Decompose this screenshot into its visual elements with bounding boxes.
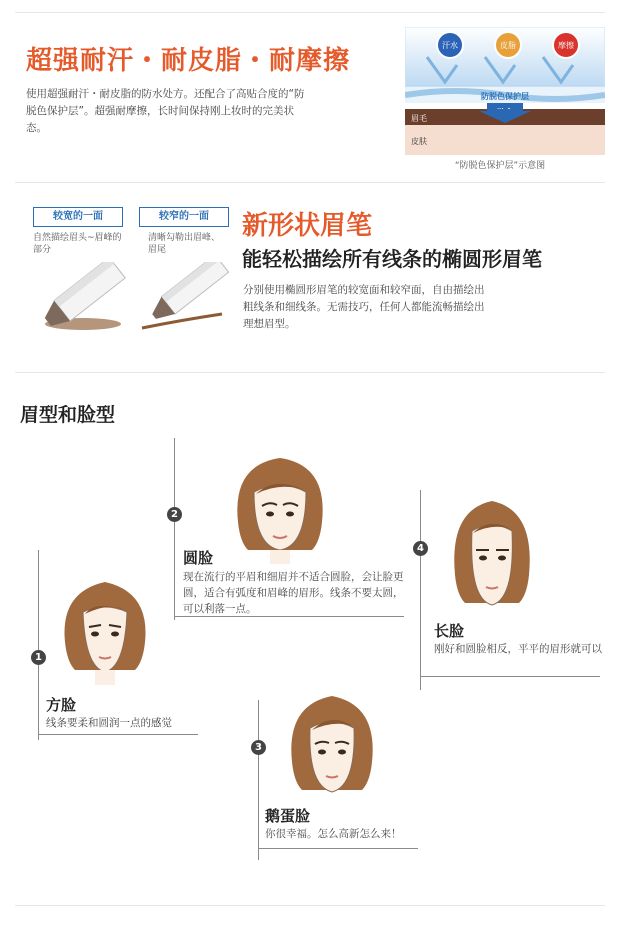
- section3-title: 眉型和脸型: [20, 404, 116, 426]
- wide-tip-illustration: [28, 262, 128, 346]
- divider-2: [15, 372, 605, 373]
- connector-v-4: [420, 490, 421, 690]
- square-face-description: 线条要柔和圆润一点的感觉: [46, 717, 172, 729]
- brow-label: 眉毛: [411, 114, 427, 123]
- section2-title: 新形状眉笔: [242, 211, 373, 241]
- square-face-illustration: [55, 572, 155, 691]
- protection-layer-diagram: [405, 27, 605, 157]
- oval-face-title: 鹅蛋脸: [265, 807, 311, 825]
- round-face-illustration: [230, 450, 330, 569]
- oval-face-illustration: [282, 690, 382, 809]
- long-face-illustration: [445, 495, 540, 619]
- wide-side-description: 自然描绘眉头~眉峰的部分: [33, 233, 122, 255]
- round-face-title: 圆脸: [183, 549, 214, 567]
- connector-v-3: [258, 700, 259, 860]
- face-number-4: 4: [413, 541, 428, 556]
- connector-v-2: [174, 438, 175, 620]
- long-face-title: 长脸: [434, 622, 465, 640]
- oval-face-description: 你很幸福。怎么高新怎么来！: [265, 828, 402, 840]
- connector-h-1: [38, 734, 198, 735]
- bubble-label-0: 汗水: [442, 41, 458, 50]
- divider-1: [15, 182, 605, 183]
- section2-description: 分别使用椭圆形眉笔的较宽面和较窄面，自由描绘出粗线条和细线条。无需技巧，任何人都能流畅描绘出理想眉型。: [243, 284, 485, 330]
- connector-h-4: [420, 676, 600, 677]
- narrow-side-description: 清晰勾勒出眉峰、眉尾: [148, 233, 221, 255]
- skin-label: 皮肤: [411, 137, 427, 146]
- narrow-tip-illustration: [132, 262, 232, 346]
- narrow-side-label: 较窄的一面: [139, 207, 229, 227]
- long-face-description: 刚好和圆脸相反，平平的眉形就可以: [434, 643, 602, 655]
- layer-label: 防脱色保护层: [481, 92, 529, 101]
- top-divider: [15, 12, 605, 13]
- bubble-label-2: 摩擦: [558, 41, 574, 50]
- section2-subtitle: 能轻松描绘所有线条的椭圆形眉笔: [242, 247, 542, 271]
- square-face-title: 方脸: [46, 696, 77, 714]
- face-number-3: 3: [251, 740, 266, 755]
- diagram-caption: “防脱色保护层”示意图: [454, 161, 546, 171]
- face-number-2: 2: [167, 507, 182, 522]
- round-face-description: 现在流行的平眉和细眉并不适合圆脸，会让脸更圆，适合有弧度和眉峰的眉形。线条不要太圆，可以利落一点。: [183, 571, 404, 615]
- section1-description: 使用超强耐汗・耐皮脂的防水处方。还配合了高贴合度的“防脱色保护层”。超强耐摩擦，长时间保持刚上妆时的完美状态。: [26, 88, 305, 134]
- bubble-label-1: 皮脂: [500, 41, 516, 50]
- connector-v-1: [38, 550, 39, 740]
- section1-title: 超强耐汗・耐皮脂・耐摩擦: [26, 46, 351, 76]
- face-number-1: 1: [31, 650, 46, 665]
- wide-side-label: 较宽的一面: [33, 207, 123, 227]
- connector-h-3: [258, 848, 418, 849]
- bottom-divider: [15, 905, 605, 906]
